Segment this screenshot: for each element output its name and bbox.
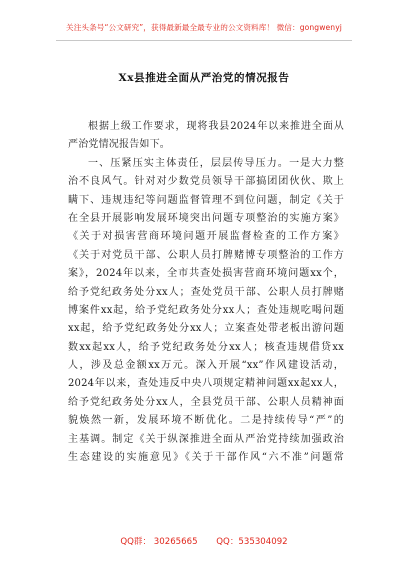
- document-body: [68, 118, 344, 467]
- paragraph-line: 数xx起xx人，给予党纪政务处分xx人；核查违规借贷xx: [68, 341, 344, 353]
- paragraph-line: 《关于对党员干部、公职人员打牌赌博专项整治的工作方: [68, 249, 344, 261]
- contact-footer: [0, 535, 408, 547]
- paragraph-line: 《关于对损害营商环境问题开展监督检查的工作方案》: [68, 231, 344, 243]
- header-divider: [56, 40, 352, 41]
- paragraph-line: 在全县开展影响发展环境突出问题专项整治的实施方案》: [68, 212, 344, 224]
- paragraph-line: 博案件xx起，给予党纪政务处分xx人；查处违规吃喝问题: [68, 304, 344, 316]
- paragraph-line: 给予党纪政务处分xx人；查处党员干部、公职人员打牌赌: [68, 286, 344, 298]
- paragraph-line: 主基调。制定《关于纵深推进全面从严治党持续加强政治: [68, 433, 344, 445]
- paragraph-line: 一、压紧压实主体责任，层层传导压力。一是大力整: [88, 157, 344, 169]
- promo-header: 关注头条号“公文研究”，获得最新最全最专业的公文资料库！ 微信：gongwenyj: [66, 23, 342, 32]
- paragraph-line: 貌焕然一新，发展环境不断优化。二是持续传导“严”的: [68, 415, 344, 427]
- paragraph-line: 生态建设的实施意见》《关于干部作风“六不准”问题常: [68, 452, 344, 464]
- document-title: Xx县推进全面从严治党的情况报告: [118, 72, 290, 84]
- paragraph-line: 瞒下、违规违纪等问题监督管理不到位问题，制定《关于: [68, 194, 344, 206]
- paragraph-line: 人，涉及总金额xx万元。深入开展“xx”作风建设活动，: [68, 360, 344, 372]
- paragraph-line: 给予党纪政务处分xx人，全县党员干部、公职人员精神面: [68, 396, 344, 408]
- paragraph-line: 根据上级工作要求，现将我县2024年以来推进全面从: [88, 121, 344, 132]
- paragraph-line: 严治党情况报告如下。: [68, 139, 170, 151]
- qq-number: QQ：535304092: [216, 537, 288, 547]
- paragraph-line: xx起，给予党纪政务处分xx人；立案查处带老板出游问题: [68, 323, 344, 335]
- paragraph-line: 治不良风气。针对对少数党员领导干部搞团团伙伙、欺上: [68, 176, 344, 188]
- qq-group-number: QQ群： 30265665: [120, 537, 198, 547]
- paragraph-line: 案》，2024年以来，全市共查处损害营商环境问题xx个，: [68, 268, 344, 280]
- paragraph-line: 2024年以来，查处违反中央八项规定精神问题xx起xx人，: [68, 378, 344, 390]
